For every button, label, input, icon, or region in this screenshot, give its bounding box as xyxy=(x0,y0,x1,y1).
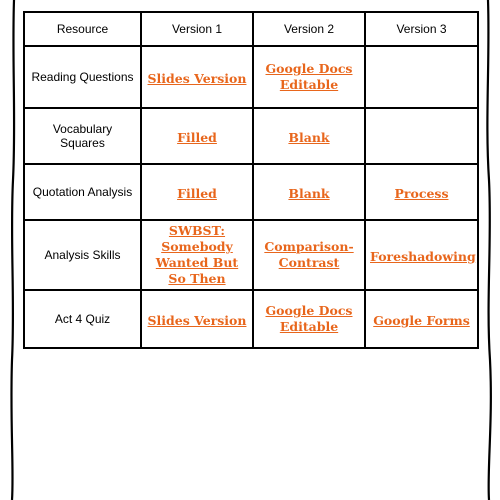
resource-label: Reading Questions xyxy=(24,46,141,108)
resource-label: Vocabulary Squares xyxy=(24,108,141,164)
header-row xyxy=(24,12,478,46)
table-row xyxy=(24,220,478,290)
header-version-2: Version 2 xyxy=(253,12,365,46)
header-version-1: Version 1 xyxy=(141,12,253,46)
comparison-contrast-link[interactable]: Comparison-Contrast xyxy=(264,239,354,270)
table-row xyxy=(24,290,478,348)
swbst-link[interactable]: SWBST: Somebody Wanted But So Then xyxy=(155,223,239,286)
filled-link[interactable]: Filled xyxy=(177,129,217,145)
blank-link[interactable]: Blank xyxy=(288,129,330,145)
header-version-3: Version 3 xyxy=(365,12,478,46)
table-row xyxy=(24,46,478,108)
empty-cell xyxy=(365,108,478,164)
process-link[interactable]: Process xyxy=(394,185,449,201)
resource-label: Quotation Analysis xyxy=(24,164,141,220)
google-forms-link[interactable]: Google Forms xyxy=(373,312,470,328)
slides-version-link[interactable]: Slides Version xyxy=(147,312,247,328)
google-docs-editable-link[interactable]: Google Docs Editable xyxy=(265,303,353,334)
foreshadowing-link[interactable]: Foreshadowing xyxy=(370,248,476,264)
header-resource: Resource xyxy=(24,12,141,46)
resource-label: Analysis Skills xyxy=(24,220,141,290)
resources-table xyxy=(23,11,479,349)
slides-version-link[interactable]: Slides Version xyxy=(147,70,247,86)
blank-link[interactable]: Blank xyxy=(288,185,330,201)
filled-link[interactable]: Filled xyxy=(177,185,217,201)
empty-cell xyxy=(365,46,478,108)
table-row xyxy=(24,108,478,164)
google-docs-editable-link[interactable]: Google Docs Editable xyxy=(265,61,353,92)
resource-label: Act 4 Quiz xyxy=(24,290,141,348)
table-row xyxy=(24,164,478,220)
